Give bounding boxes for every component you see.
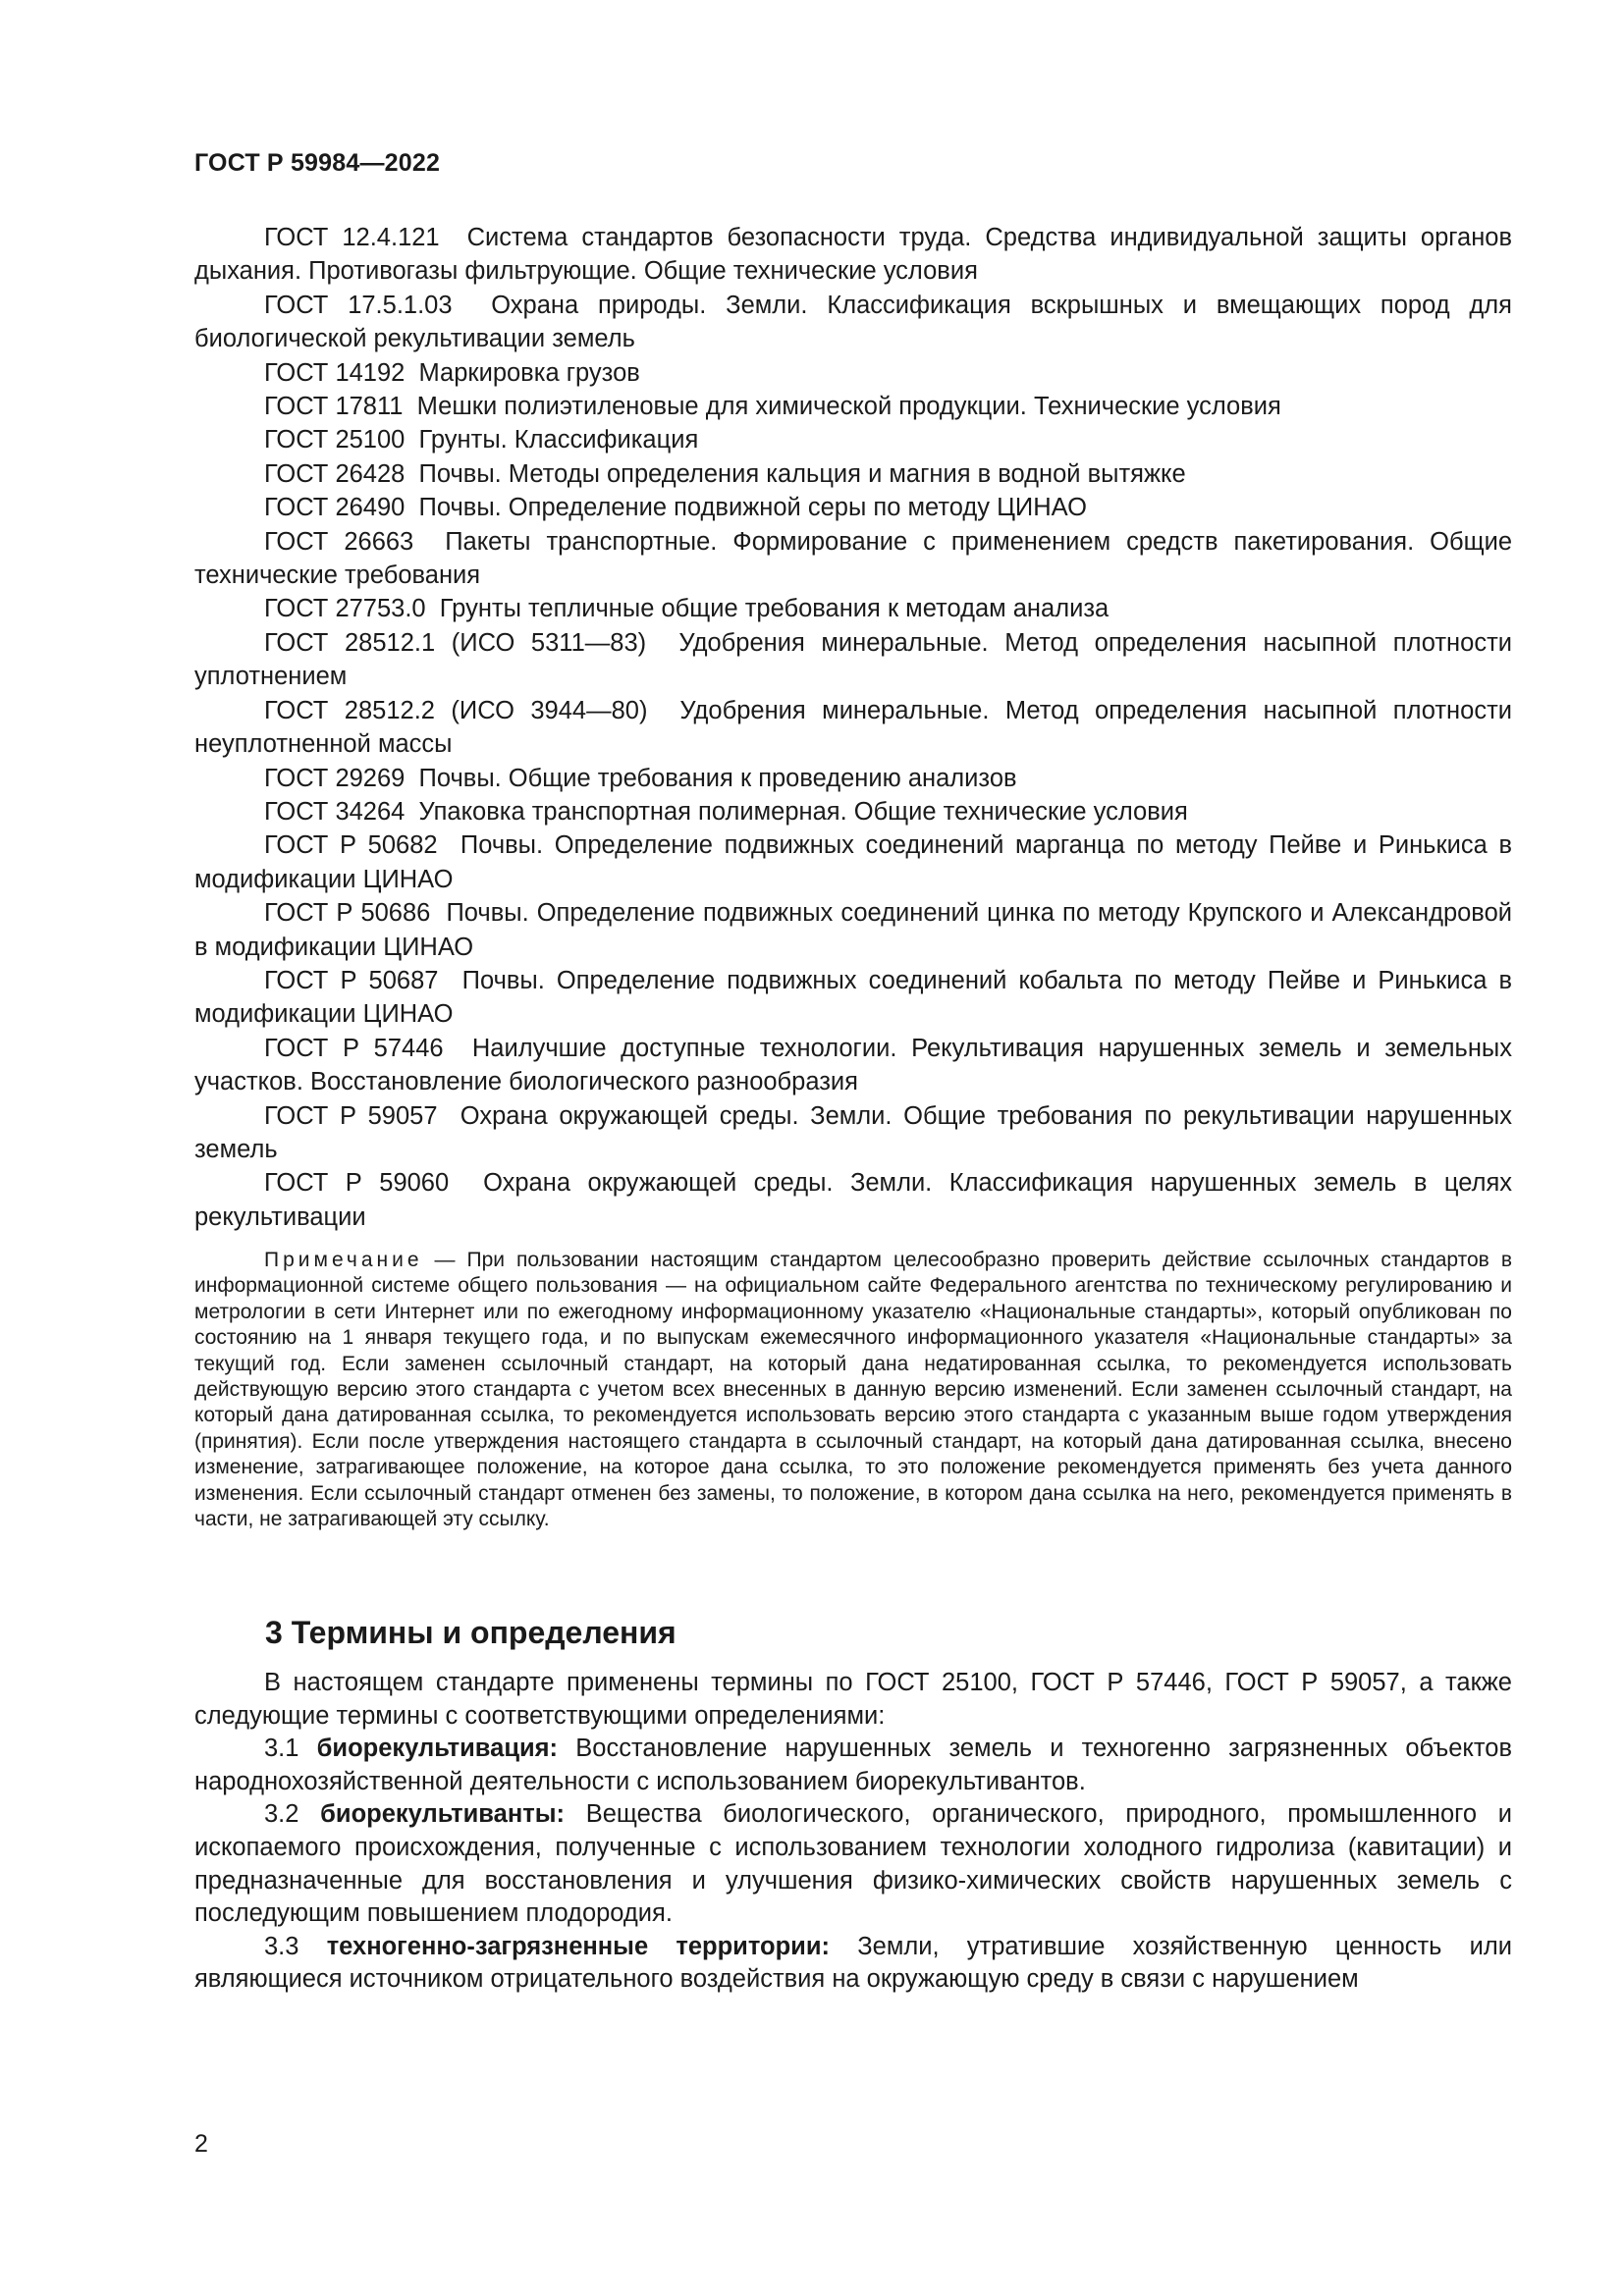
reference-item (194, 896, 1512, 964)
document-code-header: ГОСТ Р 59984—2022 (194, 149, 441, 177)
reference-code: ГОСТ 12.4.121 (264, 224, 440, 251)
reference-item (194, 795, 1512, 828)
reference-title: Охрана окружающей среды. Земли. Общие требования по рекультивации нарушенных земель (194, 1101, 1512, 1163)
reference-title: Удобрения минеральные. Метод определения насыпной плотности неуплотненной массы (194, 696, 1512, 759)
note-paragraph (194, 1248, 1512, 1532)
reference-code: ГОСТ 28512.1 (ИСО 5311—83) (264, 628, 647, 657)
reference-code: ГОСТ Р 50687 (264, 966, 439, 994)
reference-item (194, 491, 1512, 524)
reference-code: ГОСТ 29269 (264, 764, 406, 792)
term-definition (194, 1798, 1512, 1930)
term-text: Вещества биологического, органического, природного, промышленного и ископаемого происхождения, полученные с использованием технологии холодного гидролиза (кавитации) и предназначенные для восстановления и улучшения физико-химических свойств нарушенных земель с последующим повышением плодородия. (194, 1800, 1512, 1928)
reference-title: Почвы. Определение подвижной серы по методу ЦИНАО (418, 494, 1087, 522)
term-number: 3.2 (264, 1800, 299, 1829)
term-name: биорекультивация: (316, 1735, 559, 1763)
reference-item (194, 828, 1512, 896)
note-text: — При пользовании настоящим стандартом целесообразно проверить действие ссылочных стандартов в информационной системе общего пользования — на официальном сайте Федерального агентства по техническому регулированию и метрологии в сети Интернет или по ежегодному информационному указателю «Национальные стандарты», который опубликован по состоянию на 1 января текущего года, и по выпускам ежемесячного информационного указателя «Национальные стандарты» за текущий год. Если заменен ссылочный стандарт, на который дана недатированная ссылка, то рекомендуется использовать действующую версию этого стандарта с учетом всех внесенных в данную версию изменений. Если заменен ссылочный стандарт, на который дана датированная ссылка, то рекомендуется использовать версию этого стандарта с указанным выше годом утверждения (принятия). Если после утверждения настоящего стандарта в ссылочный стандарт, на который дана датированная ссылка, внесено изменение, затрагивающее положение, на которое дана ссылка, то это положение рекомендуется применять без учета данного изменения. Если ссылочный стандарт отменен без замены, то положение, в котором дана ссылка на него, рекомендуется применять в части, не затрагивающей эту ссылку. (194, 1249, 1512, 1531)
reference-title: Система стандартов безопасности труда. Средства индивидуальной защиты органов дыхания. Противогазы фильтрующие. Общие технические условия (194, 224, 1513, 286)
reference-code: ГОСТ 14192 (264, 358, 406, 387)
reference-item (194, 1099, 1512, 1167)
term-text: Земли, утратившие хозяйственную ценность или являющиеся источником отрицательного воздействия на окружающую среду в связи с нарушением (194, 1932, 1512, 1994)
reference-title: Почвы. Общие требования к проведению анализов (418, 764, 1017, 792)
reference-item (194, 356, 1512, 390)
reference-code: ГОСТ 27753.0 (264, 595, 426, 623)
reference-item (194, 221, 1512, 289)
reference-title: Маркировка грузов (418, 358, 640, 387)
reference-item (194, 423, 1512, 456)
reference-title: Упаковка транспортная полимерная. Общие технические условия (418, 797, 1188, 826)
terms-section (194, 1667, 1512, 1997)
reference-code: ГОСТ 26490 (264, 494, 406, 522)
reference-item (194, 626, 1512, 694)
reference-code: ГОСТ Р 50686 (264, 899, 431, 928)
reference-code: ГОСТ 26663 (264, 527, 414, 556)
reference-code: ГОСТ 25100 (264, 426, 406, 454)
reference-item (194, 390, 1512, 423)
reference-title: Грунты тепличные общие требования к методам анализа (439, 595, 1110, 623)
reference-code: ГОСТ Р 50682 (264, 831, 438, 860)
term-number: 3.3 (264, 1932, 299, 1960)
reference-title: Почвы. Определение подвижных соединений кобальта по методу Пейве и Ринькиса в модификации ЦИНАО (194, 966, 1513, 1029)
reference-item (194, 694, 1512, 762)
reference-title: Почвы. Методы определения кальция и магния в водной вытяжке (418, 459, 1186, 488)
reference-title: Почвы. Определение подвижных соединений марганца по методу Пейве и Ринькиса в модификации ЦИНАО (194, 831, 1512, 893)
reference-item (194, 525, 1512, 593)
term-definition (194, 1931, 1512, 1997)
reference-title: Удобрения минеральные. Метод определения насыпной плотности уплотнением (194, 628, 1512, 691)
reference-title: Наилучшие доступные технологии. Рекультивация нарушенных земель и земельных участков. Восстановление биологического разнообразия (194, 1034, 1512, 1096)
page-number: 2 (194, 2130, 208, 2158)
term-name: техногенно-загрязненные территории: (326, 1932, 831, 1960)
reference-code: ГОСТ Р 59057 (264, 1101, 438, 1130)
reference-title: Мешки полиэтиленовые для химической продукции. Технические условия (416, 393, 1281, 421)
reference-title: Почвы. Определение подвижных соединений цинка по методу Крупского и Александровой в модификации ЦИНАО (194, 899, 1512, 961)
normative-references-list (194, 221, 1512, 1234)
reference-code: ГОСТ Р 57446 (264, 1034, 444, 1062)
reference-item (194, 1166, 1512, 1234)
reference-title: Охрана природы. Земли. Классификация вскрышных и вмещающих пород для биологической рекультивации земель (194, 291, 1512, 353)
term-name: биорекультиванты: (320, 1800, 565, 1829)
term-definition (194, 1733, 1512, 1798)
reference-item (194, 762, 1512, 795)
reference-title: Пакеты транспортные. Формирование с применением средств пакетирования. Общие технические требования (194, 527, 1513, 590)
reference-code: ГОСТ Р 59060 (264, 1169, 450, 1198)
section-intro: В настоящем стандарте применены термины по ГОСТ 25100, ГОСТ Р 57446, ГОСТ Р 59057, а также следующие термины с соответствующими определениями: (194, 1669, 1512, 1730)
reference-item (194, 1032, 1512, 1099)
reference-code: ГОСТ 34264 (264, 797, 406, 826)
term-text: Восстановление нарушенных земель и техногенно загрязненных объектов народнохозяйственной деятельности с использованием биорекультивантов. (194, 1735, 1512, 1795)
reference-item (194, 592, 1512, 625)
reference-item (194, 964, 1512, 1032)
reference-code: ГОСТ 26428 (264, 459, 406, 488)
term-number: 3.1 (264, 1735, 299, 1763)
reference-code: ГОСТ 17811 (264, 393, 404, 421)
reference-code: ГОСТ 17.5.1.03 (264, 291, 453, 319)
section-title: 3 Термины и определения (265, 1615, 677, 1650)
reference-item (194, 289, 1512, 356)
reference-code: ГОСТ 28512.2 (ИСО 3944—80) (264, 696, 648, 724)
reference-title: Охрана окружающей среды. Земли. Классификация нарушенных земель в целях рекультивации (194, 1169, 1512, 1231)
reference-title: Грунты. Классификация (418, 426, 699, 454)
reference-item (194, 457, 1512, 491)
note-label: Примечание (264, 1249, 423, 1271)
